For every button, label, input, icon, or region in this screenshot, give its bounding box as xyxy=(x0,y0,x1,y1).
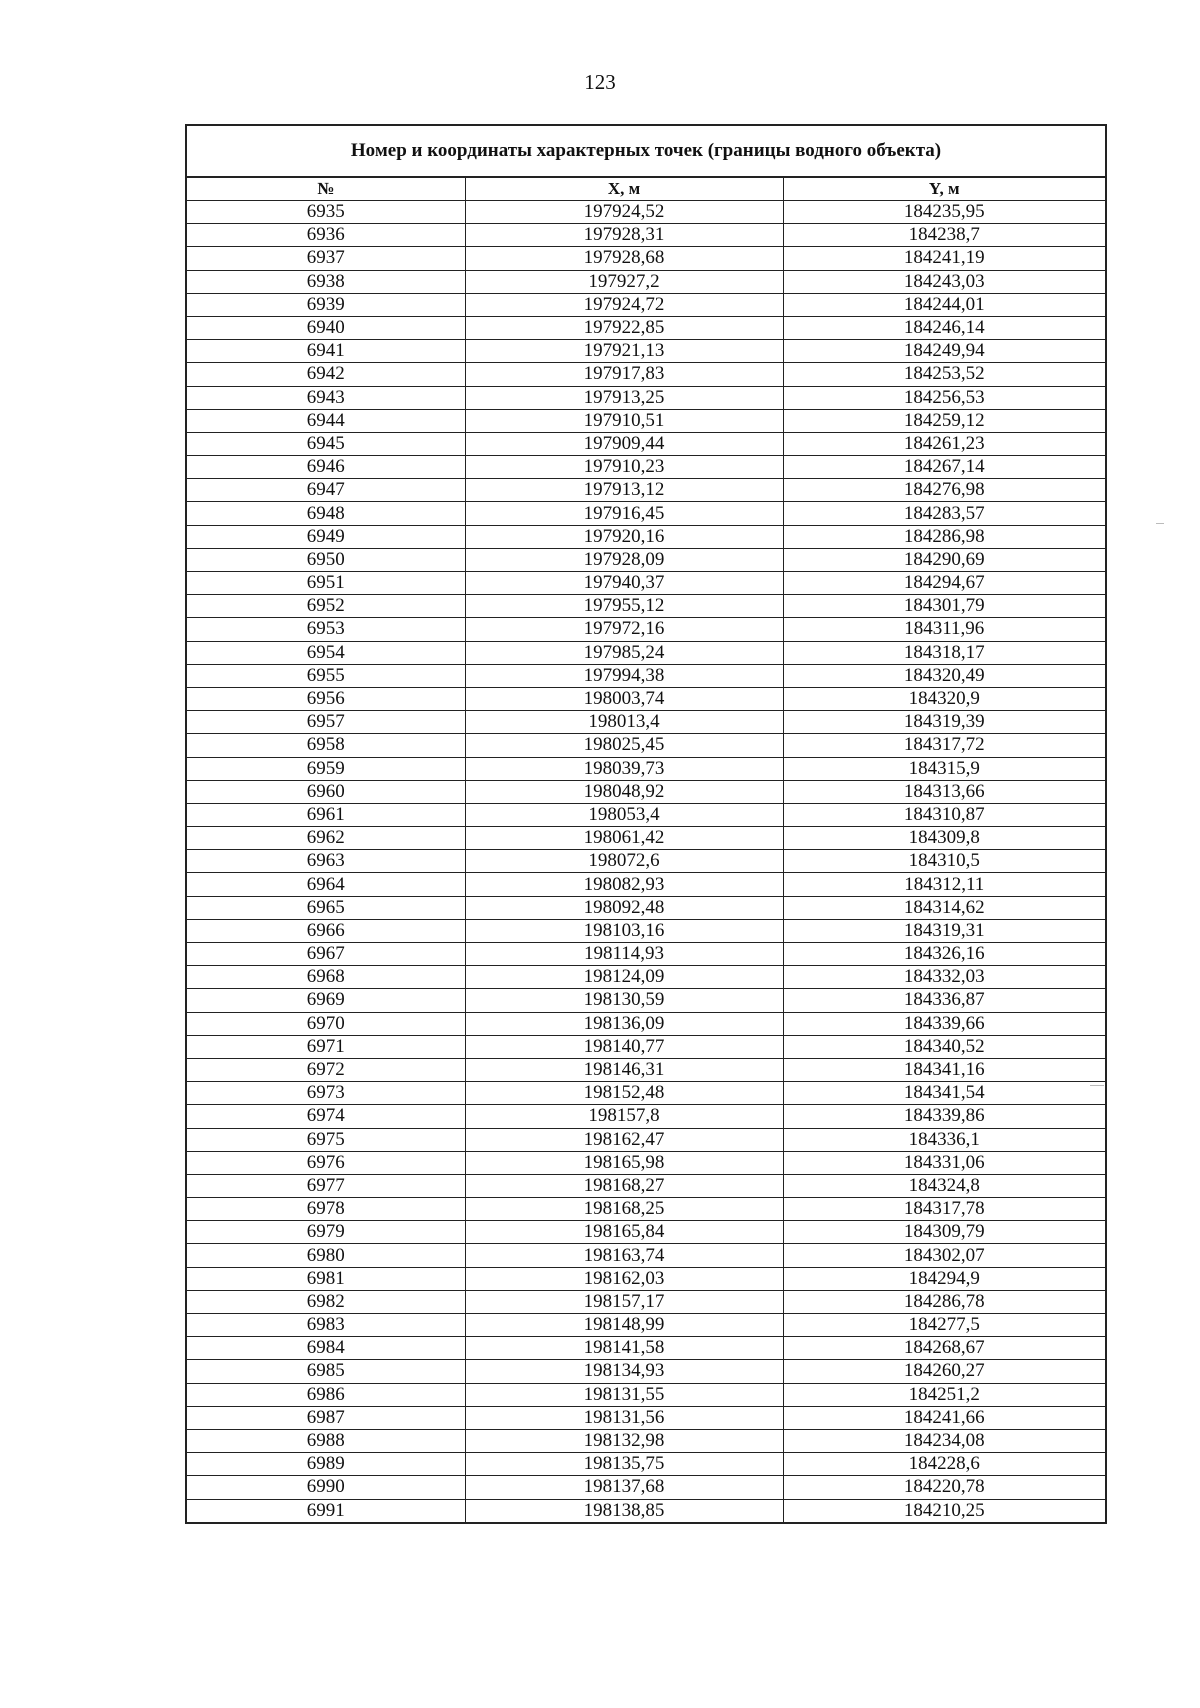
x-coordinate-cell: 198103,16 xyxy=(465,919,783,942)
point-number-cell: 6957 xyxy=(187,711,465,734)
table-row xyxy=(187,1082,1105,1105)
x-coordinate-cell: 197910,51 xyxy=(465,409,783,432)
point-number-cell: 6972 xyxy=(187,1058,465,1081)
point-number-cell: 6953 xyxy=(187,618,465,641)
point-number-cell: 6962 xyxy=(187,827,465,850)
x-coordinate-cell: 198136,09 xyxy=(465,1012,783,1035)
x-coordinate-cell: 197920,16 xyxy=(465,525,783,548)
y-coordinate-cell: 184243,03 xyxy=(783,270,1105,293)
header-number: № xyxy=(187,178,465,201)
table-row xyxy=(187,711,1105,734)
table-row xyxy=(187,873,1105,896)
table-row xyxy=(187,1151,1105,1174)
y-coordinate-cell: 184314,62 xyxy=(783,896,1105,919)
x-coordinate-cell: 198114,93 xyxy=(465,943,783,966)
table-row xyxy=(187,664,1105,687)
y-coordinate-cell: 184315,9 xyxy=(783,757,1105,780)
point-number-cell: 6967 xyxy=(187,943,465,966)
x-coordinate-cell: 198162,03 xyxy=(465,1267,783,1290)
x-coordinate-cell: 198132,98 xyxy=(465,1429,783,1452)
x-coordinate-cell: 198039,73 xyxy=(465,757,783,780)
point-number-cell: 6949 xyxy=(187,525,465,548)
y-coordinate-cell: 184294,9 xyxy=(783,1267,1105,1290)
table-row xyxy=(187,1383,1105,1406)
table-row xyxy=(187,1314,1105,1337)
point-number-cell: 6945 xyxy=(187,432,465,455)
table-row xyxy=(187,340,1105,363)
x-coordinate-cell: 198135,75 xyxy=(465,1453,783,1476)
y-coordinate-cell: 184241,19 xyxy=(783,247,1105,270)
point-number-cell: 6982 xyxy=(187,1290,465,1313)
x-coordinate-cell: 198152,48 xyxy=(465,1082,783,1105)
table-row xyxy=(187,1476,1105,1499)
point-number-cell: 6991 xyxy=(187,1499,465,1522)
table-row xyxy=(187,803,1105,826)
table-row xyxy=(187,1406,1105,1429)
y-coordinate-cell: 184234,08 xyxy=(783,1429,1105,1452)
y-coordinate-cell: 184253,52 xyxy=(783,363,1105,386)
y-coordinate-cell: 184317,78 xyxy=(783,1198,1105,1221)
x-coordinate-cell: 197913,12 xyxy=(465,479,783,502)
table-row xyxy=(187,1453,1105,1476)
y-coordinate-cell: 184319,31 xyxy=(783,919,1105,942)
y-coordinate-cell: 184256,53 xyxy=(783,386,1105,409)
table-row xyxy=(187,780,1105,803)
y-coordinate-cell: 184336,1 xyxy=(783,1128,1105,1151)
y-coordinate-cell: 184309,8 xyxy=(783,827,1105,850)
table-row xyxy=(187,1128,1105,1151)
point-number-cell: 6939 xyxy=(187,293,465,316)
x-coordinate-cell: 198025,45 xyxy=(465,734,783,757)
x-coordinate-cell: 198148,99 xyxy=(465,1314,783,1337)
point-number-cell: 6976 xyxy=(187,1151,465,1174)
y-coordinate-cell: 184235,95 xyxy=(783,201,1105,224)
table-row xyxy=(187,201,1105,224)
y-coordinate-cell: 184276,98 xyxy=(783,479,1105,502)
y-coordinate-cell: 184341,54 xyxy=(783,1082,1105,1105)
x-coordinate-cell: 198165,98 xyxy=(465,1151,783,1174)
table-row xyxy=(187,293,1105,316)
y-coordinate-cell: 184261,23 xyxy=(783,432,1105,455)
point-number-cell: 6951 xyxy=(187,572,465,595)
point-number-cell: 6948 xyxy=(187,502,465,525)
table-row xyxy=(187,1174,1105,1197)
x-coordinate-cell: 198082,93 xyxy=(465,873,783,896)
point-number-cell: 6984 xyxy=(187,1337,465,1360)
x-coordinate-cell: 198131,55 xyxy=(465,1383,783,1406)
point-number-cell: 6977 xyxy=(187,1174,465,1197)
x-coordinate-cell: 197913,25 xyxy=(465,386,783,409)
x-coordinate-cell: 197994,38 xyxy=(465,664,783,687)
x-coordinate-cell: 197928,31 xyxy=(465,224,783,247)
point-number-cell: 6964 xyxy=(187,873,465,896)
scan-speck xyxy=(1156,523,1164,524)
table-row xyxy=(187,1429,1105,1452)
table-row xyxy=(187,1290,1105,1313)
y-coordinate-cell: 184251,2 xyxy=(783,1383,1105,1406)
y-coordinate-cell: 184310,5 xyxy=(783,850,1105,873)
point-number-cell: 6950 xyxy=(187,548,465,571)
x-coordinate-cell: 197917,83 xyxy=(465,363,783,386)
table-row xyxy=(187,850,1105,873)
x-coordinate-cell: 197916,45 xyxy=(465,502,783,525)
table-title: Номер и координаты характерных точек (границы водного объекта) xyxy=(187,126,1105,178)
point-number-cell: 6935 xyxy=(187,201,465,224)
x-coordinate-cell: 198003,74 xyxy=(465,687,783,710)
y-coordinate-cell: 184220,78 xyxy=(783,1476,1105,1499)
table-row xyxy=(187,1198,1105,1221)
table-row xyxy=(187,1105,1105,1128)
x-coordinate-cell: 198048,92 xyxy=(465,780,783,803)
table-row xyxy=(187,572,1105,595)
y-coordinate-cell: 184268,67 xyxy=(783,1337,1105,1360)
y-coordinate-cell: 184228,6 xyxy=(783,1453,1105,1476)
y-coordinate-cell: 184259,12 xyxy=(783,409,1105,432)
x-coordinate-cell: 198124,09 xyxy=(465,966,783,989)
point-number-cell: 6980 xyxy=(187,1244,465,1267)
y-coordinate-cell: 184267,14 xyxy=(783,456,1105,479)
point-number-cell: 6988 xyxy=(187,1429,465,1452)
x-coordinate-cell: 198061,42 xyxy=(465,827,783,850)
y-coordinate-cell: 184340,52 xyxy=(783,1035,1105,1058)
y-coordinate-cell: 184286,78 xyxy=(783,1290,1105,1313)
x-coordinate-cell: 198168,27 xyxy=(465,1174,783,1197)
point-number-cell: 6942 xyxy=(187,363,465,386)
y-coordinate-cell: 184339,66 xyxy=(783,1012,1105,1035)
point-number-cell: 6989 xyxy=(187,1453,465,1476)
header-x: X, м xyxy=(465,178,783,201)
table-row xyxy=(187,409,1105,432)
y-coordinate-cell: 184310,87 xyxy=(783,803,1105,826)
point-number-cell: 6940 xyxy=(187,316,465,339)
table-row xyxy=(187,456,1105,479)
point-number-cell: 6938 xyxy=(187,270,465,293)
table-row xyxy=(187,919,1105,942)
table-row xyxy=(187,943,1105,966)
table-row xyxy=(187,757,1105,780)
x-coordinate-cell: 198162,47 xyxy=(465,1128,783,1151)
x-coordinate-cell: 198134,93 xyxy=(465,1360,783,1383)
y-coordinate-cell: 184313,66 xyxy=(783,780,1105,803)
point-number-cell: 6960 xyxy=(187,780,465,803)
x-coordinate-cell: 198137,68 xyxy=(465,1476,783,1499)
y-coordinate-cell: 184283,57 xyxy=(783,502,1105,525)
x-coordinate-cell: 198168,25 xyxy=(465,1198,783,1221)
x-coordinate-cell: 198130,59 xyxy=(465,989,783,1012)
y-coordinate-cell: 184260,27 xyxy=(783,1360,1105,1383)
point-number-cell: 6958 xyxy=(187,734,465,757)
x-coordinate-cell: 198146,31 xyxy=(465,1058,783,1081)
point-number-cell: 6946 xyxy=(187,456,465,479)
x-coordinate-cell: 197927,2 xyxy=(465,270,783,293)
point-number-cell: 6987 xyxy=(187,1406,465,1429)
x-coordinate-cell: 198072,6 xyxy=(465,850,783,873)
x-coordinate-cell: 198157,17 xyxy=(465,1290,783,1313)
point-number-cell: 6969 xyxy=(187,989,465,1012)
table-row xyxy=(187,1221,1105,1244)
point-number-cell: 6954 xyxy=(187,641,465,664)
table-row xyxy=(187,1267,1105,1290)
y-coordinate-cell: 184339,86 xyxy=(783,1105,1105,1128)
point-number-cell: 6981 xyxy=(187,1267,465,1290)
table-row xyxy=(187,525,1105,548)
x-coordinate-cell: 197922,85 xyxy=(465,316,783,339)
y-coordinate-cell: 184301,79 xyxy=(783,595,1105,618)
y-coordinate-cell: 184302,07 xyxy=(783,1244,1105,1267)
point-number-cell: 6975 xyxy=(187,1128,465,1151)
table-row xyxy=(187,502,1105,525)
point-number-cell: 6978 xyxy=(187,1198,465,1221)
x-coordinate-cell: 198013,4 xyxy=(465,711,783,734)
point-number-cell: 6973 xyxy=(187,1082,465,1105)
header-y: Y, м xyxy=(783,178,1105,201)
x-coordinate-cell: 198053,4 xyxy=(465,803,783,826)
point-number-cell: 6974 xyxy=(187,1105,465,1128)
x-coordinate-cell: 197909,44 xyxy=(465,432,783,455)
x-coordinate-cell: 198131,56 xyxy=(465,1406,783,1429)
y-coordinate-cell: 184319,39 xyxy=(783,711,1105,734)
x-coordinate-cell: 198141,58 xyxy=(465,1337,783,1360)
table-row xyxy=(187,386,1105,409)
point-number-cell: 6970 xyxy=(187,1012,465,1035)
point-number-cell: 6941 xyxy=(187,340,465,363)
x-coordinate-cell: 197940,37 xyxy=(465,572,783,595)
point-number-cell: 6943 xyxy=(187,386,465,409)
point-number-cell: 6959 xyxy=(187,757,465,780)
y-coordinate-cell: 184309,79 xyxy=(783,1221,1105,1244)
y-coordinate-cell: 184326,16 xyxy=(783,943,1105,966)
y-coordinate-cell: 184290,69 xyxy=(783,548,1105,571)
page-number: 123 xyxy=(584,70,616,94)
x-coordinate-cell: 198140,77 xyxy=(465,1035,783,1058)
header-row xyxy=(187,178,1105,201)
y-coordinate-cell: 184210,25 xyxy=(783,1499,1105,1522)
point-number-cell: 6968 xyxy=(187,966,465,989)
x-coordinate-cell: 197972,16 xyxy=(465,618,783,641)
x-coordinate-cell: 198163,74 xyxy=(465,1244,783,1267)
table-row xyxy=(187,1499,1105,1522)
point-number-cell: 6990 xyxy=(187,1476,465,1499)
table-row xyxy=(187,548,1105,571)
table-row xyxy=(187,1360,1105,1383)
x-coordinate-cell: 198138,85 xyxy=(465,1499,783,1522)
point-number-cell: 6936 xyxy=(187,224,465,247)
x-coordinate-cell: 197928,68 xyxy=(465,247,783,270)
y-coordinate-cell: 184277,5 xyxy=(783,1314,1105,1337)
x-coordinate-cell: 197955,12 xyxy=(465,595,783,618)
table-row xyxy=(187,1337,1105,1360)
y-coordinate-cell: 184249,94 xyxy=(783,340,1105,363)
y-coordinate-cell: 184341,16 xyxy=(783,1058,1105,1081)
y-coordinate-cell: 184294,67 xyxy=(783,572,1105,595)
table-row xyxy=(187,363,1105,386)
y-coordinate-cell: 184241,66 xyxy=(783,1406,1105,1429)
table-row xyxy=(187,827,1105,850)
y-coordinate-cell: 184324,8 xyxy=(783,1174,1105,1197)
y-coordinate-cell: 184238,7 xyxy=(783,224,1105,247)
x-coordinate-cell: 198165,84 xyxy=(465,1221,783,1244)
point-number-cell: 6986 xyxy=(187,1383,465,1406)
x-coordinate-cell: 197921,13 xyxy=(465,340,783,363)
point-number-cell: 6963 xyxy=(187,850,465,873)
point-number-cell: 6971 xyxy=(187,1035,465,1058)
x-coordinate-cell: 197985,24 xyxy=(465,641,783,664)
point-number-cell: 6944 xyxy=(187,409,465,432)
point-number-cell: 6985 xyxy=(187,1360,465,1383)
table-row xyxy=(187,734,1105,757)
y-coordinate-cell: 184311,96 xyxy=(783,618,1105,641)
point-number-cell: 6983 xyxy=(187,1314,465,1337)
x-coordinate-cell: 197924,52 xyxy=(465,201,783,224)
point-number-cell: 6965 xyxy=(187,896,465,919)
coordinates-grid xyxy=(187,178,1105,1522)
point-number-cell: 6955 xyxy=(187,664,465,687)
table-row xyxy=(187,1058,1105,1081)
table-row xyxy=(187,316,1105,339)
point-number-cell: 6956 xyxy=(187,687,465,710)
table-row xyxy=(187,687,1105,710)
point-number-cell: 6961 xyxy=(187,803,465,826)
table-row xyxy=(187,618,1105,641)
y-coordinate-cell: 184244,01 xyxy=(783,293,1105,316)
x-coordinate-cell: 197910,23 xyxy=(465,456,783,479)
y-coordinate-cell: 184320,49 xyxy=(783,664,1105,687)
x-coordinate-cell: 198092,48 xyxy=(465,896,783,919)
y-coordinate-cell: 184336,87 xyxy=(783,989,1105,1012)
table-row xyxy=(187,224,1105,247)
point-number-cell: 6947 xyxy=(187,479,465,502)
y-coordinate-cell: 184317,72 xyxy=(783,734,1105,757)
table-row xyxy=(187,247,1105,270)
point-number-cell: 6979 xyxy=(187,1221,465,1244)
x-coordinate-cell: 197928,09 xyxy=(465,548,783,571)
y-coordinate-cell: 184331,06 xyxy=(783,1151,1105,1174)
table-row xyxy=(187,270,1105,293)
table-row xyxy=(187,1012,1105,1035)
table-row xyxy=(187,1244,1105,1267)
table-row xyxy=(187,896,1105,919)
point-number-cell: 6937 xyxy=(187,247,465,270)
table-row xyxy=(187,641,1105,664)
table-row xyxy=(187,966,1105,989)
x-coordinate-cell: 197924,72 xyxy=(465,293,783,316)
point-number-cell: 6952 xyxy=(187,595,465,618)
y-coordinate-cell: 184286,98 xyxy=(783,525,1105,548)
point-number-cell: 6966 xyxy=(187,919,465,942)
y-coordinate-cell: 184312,11 xyxy=(783,873,1105,896)
y-coordinate-cell: 184318,17 xyxy=(783,641,1105,664)
y-coordinate-cell: 184320,9 xyxy=(783,687,1105,710)
table-body xyxy=(187,201,1105,1523)
table-row xyxy=(187,479,1105,502)
table-row xyxy=(187,1035,1105,1058)
coordinates-table xyxy=(185,124,1107,1524)
table-row xyxy=(187,989,1105,1012)
x-coordinate-cell: 198157,8 xyxy=(465,1105,783,1128)
y-coordinate-cell: 184246,14 xyxy=(783,316,1105,339)
table-row xyxy=(187,432,1105,455)
y-coordinate-cell: 184332,03 xyxy=(783,966,1105,989)
table-row xyxy=(187,595,1105,618)
